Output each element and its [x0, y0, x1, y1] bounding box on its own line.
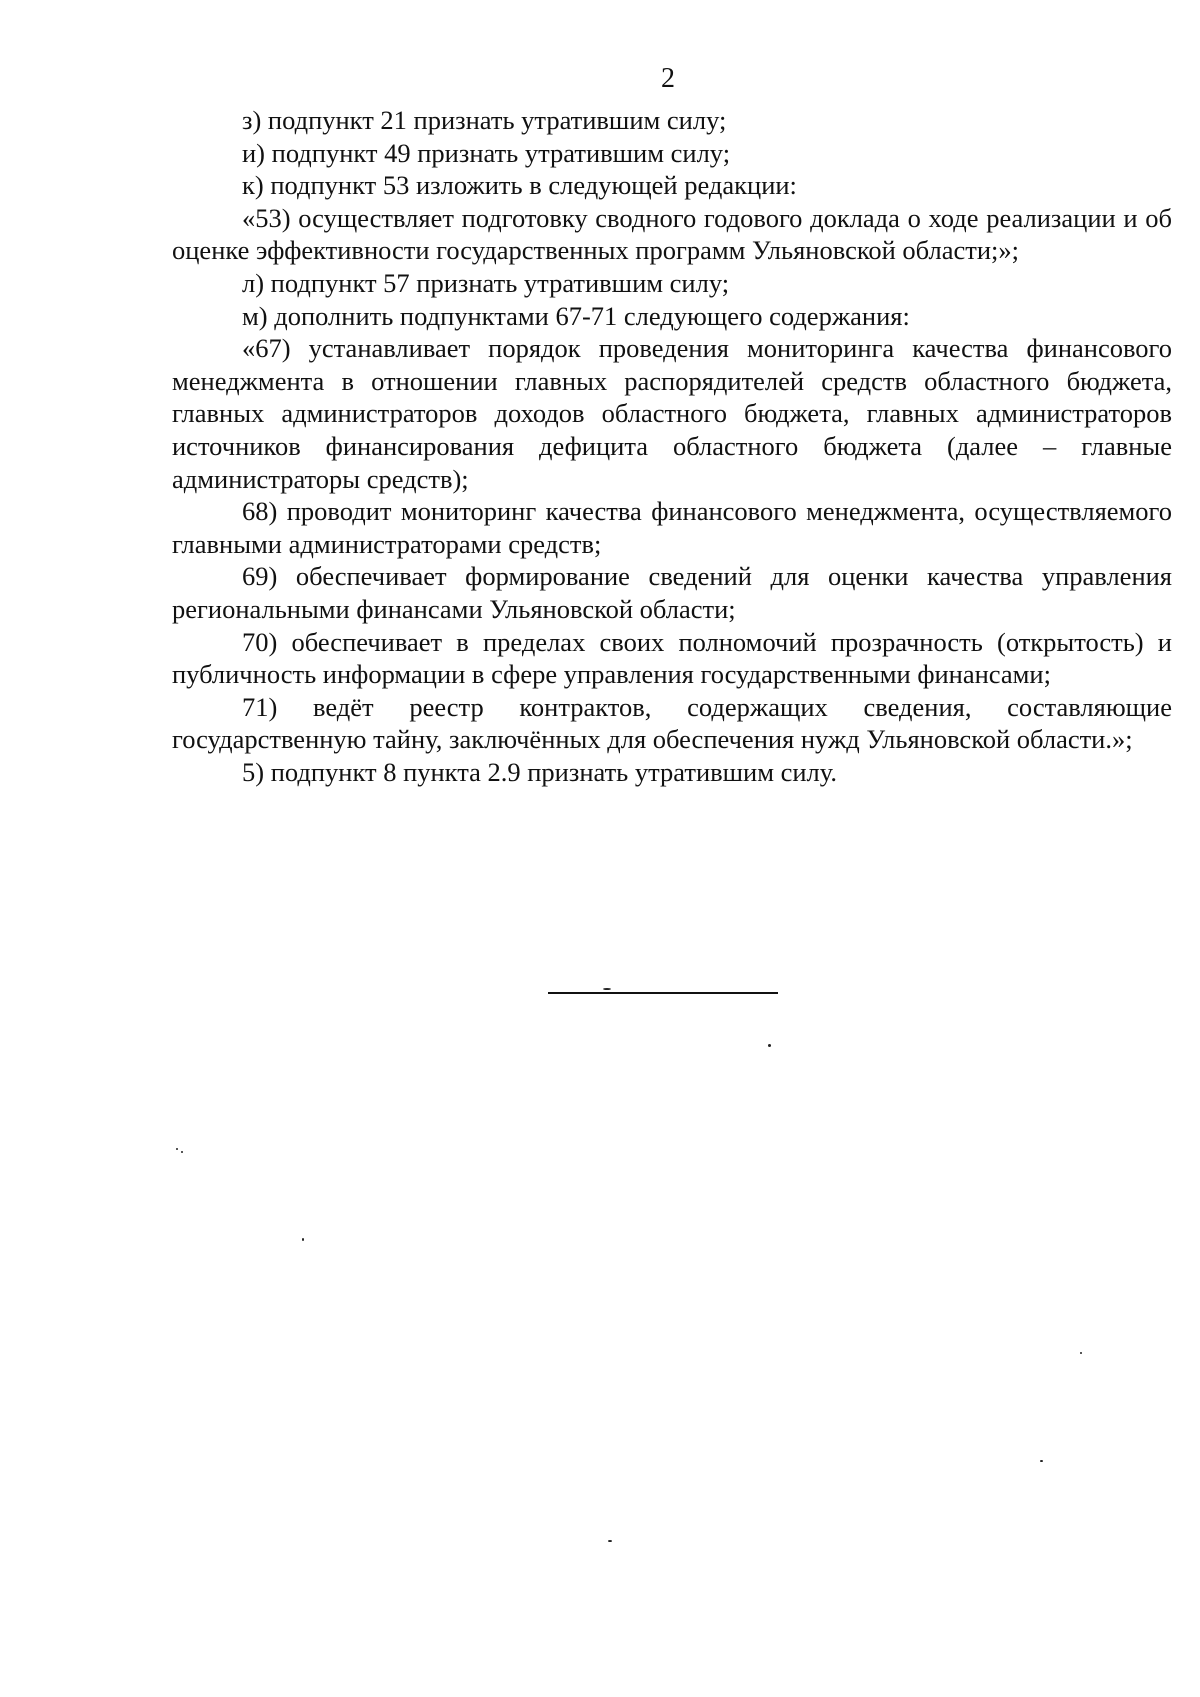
paragraph-z: з) подпункт 21 признать утратившим силу; — [242, 105, 727, 135]
paragraph-69: 69) обеспечивает формирование сведений для оценки качества управления региональными финансами Ульяновской области; — [172, 561, 1172, 624]
page-number: 2 — [661, 63, 675, 94]
scan-speck — [176, 1148, 178, 1150]
scan-speck — [181, 1151, 183, 1153]
paragraph-k: к) подпункт 53 изложить в следующей редакции: — [242, 170, 797, 201]
scan-speck — [1040, 1460, 1043, 1462]
paragraph-67: «67) устанавливает порядок проведения мониторинга качества финансового менеджмента в отношении главных распорядителей средств областного бюджета, главных администраторов доходов областного бюджета, главных администраторов источников финансирования дефицита областного бюджета (далее – главные администраторы средств); — [172, 333, 1172, 494]
paragraph-70: 70) обеспечивает в пределах своих полномочий прозрачность (открытость) и публичность информации в сфере управления государственными финансами; — [172, 626, 1172, 690]
scan-speck — [768, 1044, 771, 1047]
paragraph-68: 68) проводит мониторинг качества финансового менеджмента, осуществляемого главными администраторами средств; — [172, 496, 1172, 559]
scan-speck — [603, 988, 611, 990]
document-body — [172, 104, 1172, 788]
paragraph-i: и) подпункт 49 признать утратившим силу; — [242, 137, 731, 168]
paragraph-71: 71) ведёт реестр контрактов, содержащих сведения, составляющие государственную тайну, заключённых для обеспечения нужд Ульяновской области.»; — [172, 691, 1172, 755]
paragraph-m: м) дополнить подпунктами 67-71 следующего содержания: — [242, 300, 910, 331]
scan-speck — [608, 1540, 612, 1542]
scan-speck — [1080, 1352, 1082, 1354]
paragraph-l: л) подпункт 57 признать утратившим силу; — [242, 267, 730, 298]
end-of-text-rule — [548, 992, 778, 994]
scan-speck — [302, 1238, 304, 1241]
paragraph-5: 5) подпункт 8 пункта 2.9 признать утратившим силу. — [242, 756, 838, 787]
paragraph-53: «53) осуществляет подготовку сводного годового доклада о ходе реализации и об оценке эффективности государственных программ Ульяновской области;»; — [172, 202, 1172, 266]
